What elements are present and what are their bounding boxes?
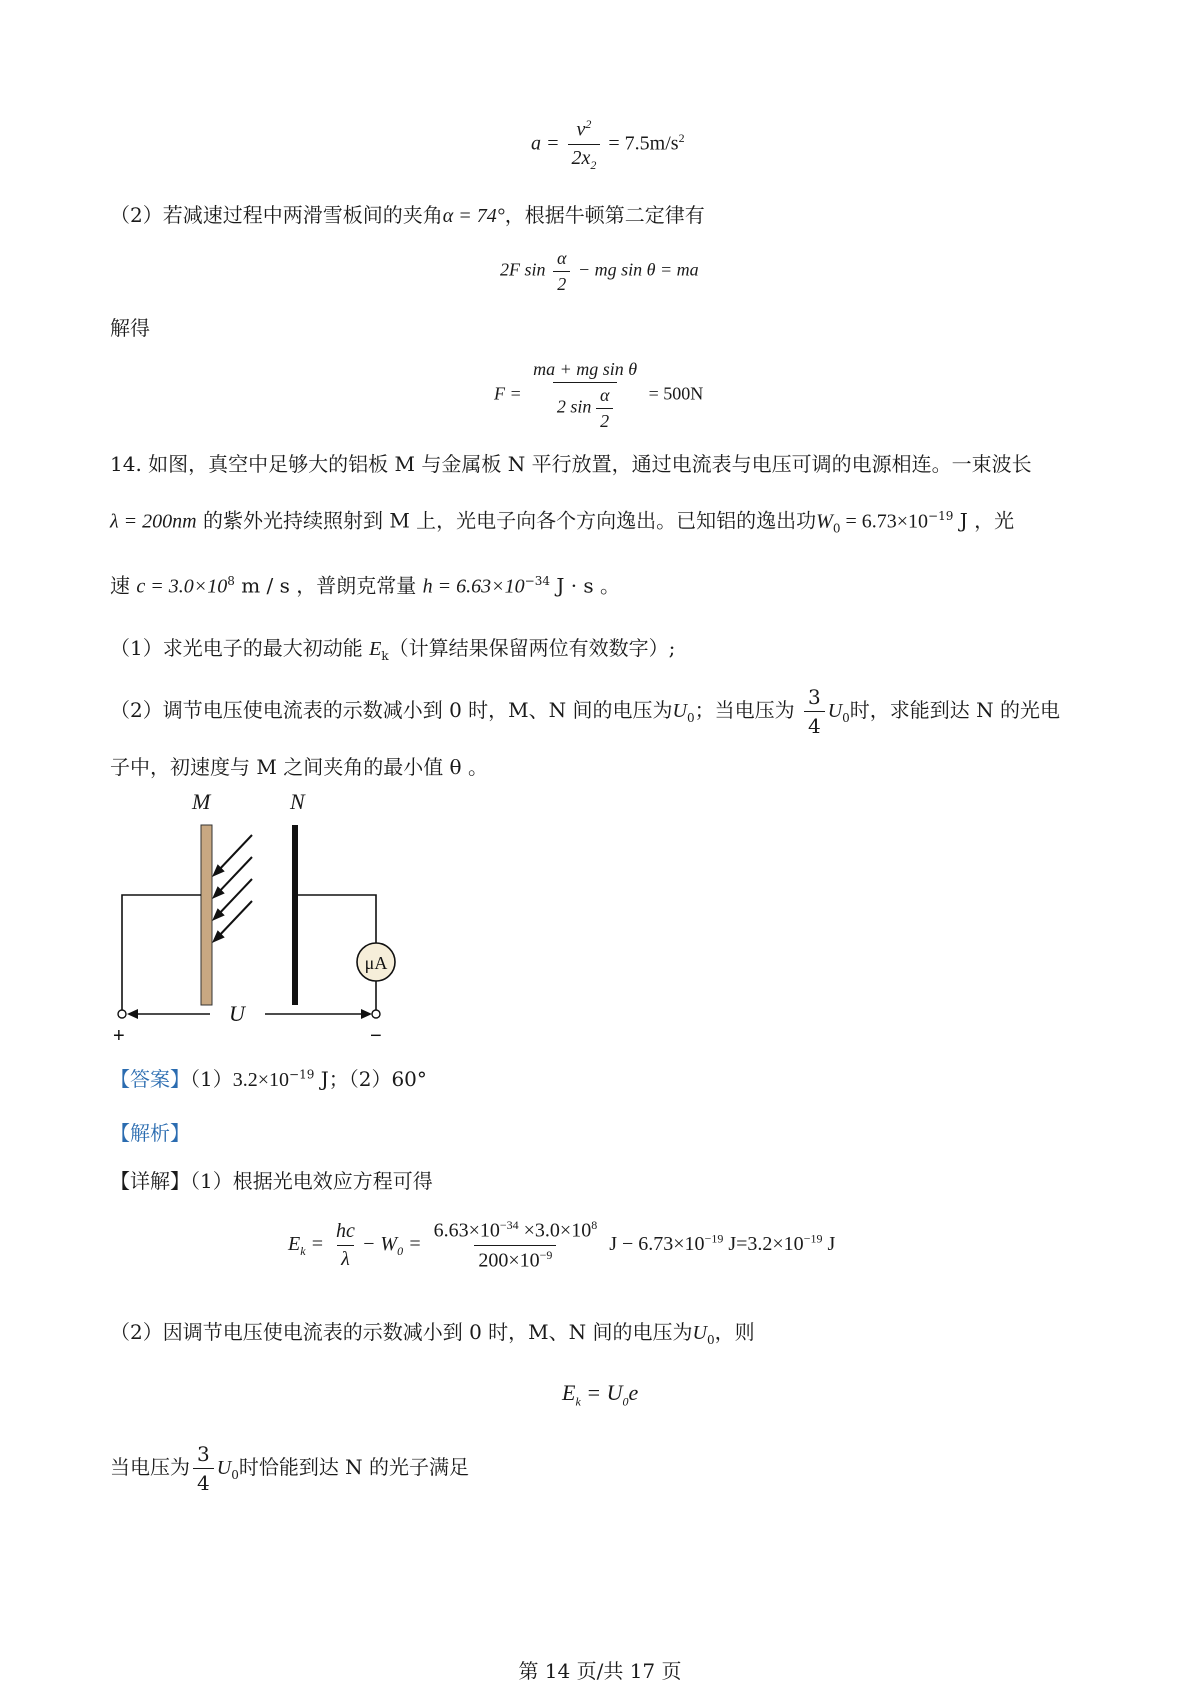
detail: 【详解】（1）根据光电效应方程可得 [110,1169,433,1193]
meter-label: μA [364,953,388,973]
part2-intro: （2）若减速过程中两滑雪板间的夹角α = 74°，根据牛顿第二定律有 [110,203,705,227]
label-m: M [192,789,211,814]
jiede-label: 解得 [110,316,150,340]
light-arrows [214,835,252,941]
equation-newton: 2F sin $\frac{\alpha}{2}$ − mg sin θ = ma [500,248,699,294]
analysis-tag: 【解析】 [110,1121,190,1145]
question-14-part2-cont: 子中，初速度与 M 之间夹角的最小值 θ 。 [110,755,488,779]
terminal-plus [118,1010,126,1018]
circuit-diagram [100,785,420,1045]
equation-ek-u0e: $E_k = U_0e$ [562,1380,639,1409]
question-14-line2: λ = 200nm 的紫外光持续照射到 M 上，光电子向各个方向逸出。已知铝的逸出功$W_0 = 6.73\times 10^{-19}$ J ，光 [110,508,1015,536]
plate-m [201,825,212,1005]
answer: 【答案】$(1)3.2\times 10^{-19}$ J；（2）60° [110,1067,427,1091]
terminal-minus [372,1010,380,1018]
question-14-line3: 速 $c = 3.0\times 10^8$ m / s ，普朗克常量 $h = 6.63\times 10^{-34}$ J · s 。 [110,573,621,598]
page-footer: 第 14 页/共 17 页 [518,1659,682,1683]
circuit-wires [122,895,376,1010]
question-14-line1: 14. 如图，真空中足够大的铝板 M 与金属板 N 平行放置，通过电流表与电压可调的电源相连。一束波长 [110,452,1032,476]
plate-n [292,825,298,1005]
equation-photoelectric: $E_k$ = $\frac{hc}{\lambda}$ − $W_0$ = $\frac{6.63\times 10^{-34} \times 3.0\times 10^8}{200\times 10^{-9}}$ $J - 6.73\times 10^{-19}$ $J=3.2\times 10^{-19}$ J [288,1218,836,1272]
equation-force: F = ma + mg sin θ 2 sin $\frac{\alpha}{2}$ = 500N [494,359,704,431]
question-14-part2: （2）调节电压使电流表的示数减小到 0 时，M、N 间的电压为$U_0$；当电压为 $\frac{3}{4}$ $U_0$时，求能到达 N 的光电 [110,685,1060,738]
part2-solution: （2）因调节电压使电流表的示数减小到 0 时，M、N 间的电压为$U_0$，则 [110,1320,755,1347]
question-14-part1: （1）求光电子的最大初动能 $E_k$（计算结果保留两位有效数字）; [110,636,676,663]
last-line: 当电压为 $\frac{3}{4}$ $U_0$时恰能到达 N 的光子满足 [110,1442,470,1495]
label-minus: − [370,1025,382,1045]
label-n: N [290,789,305,814]
label-u: U [229,1001,245,1026]
label-plus: + [113,1025,125,1045]
equation-acceleration: a = $\frac{v^2}{2x_2}$ = $7.5m/s^2$ [531,117,685,172]
